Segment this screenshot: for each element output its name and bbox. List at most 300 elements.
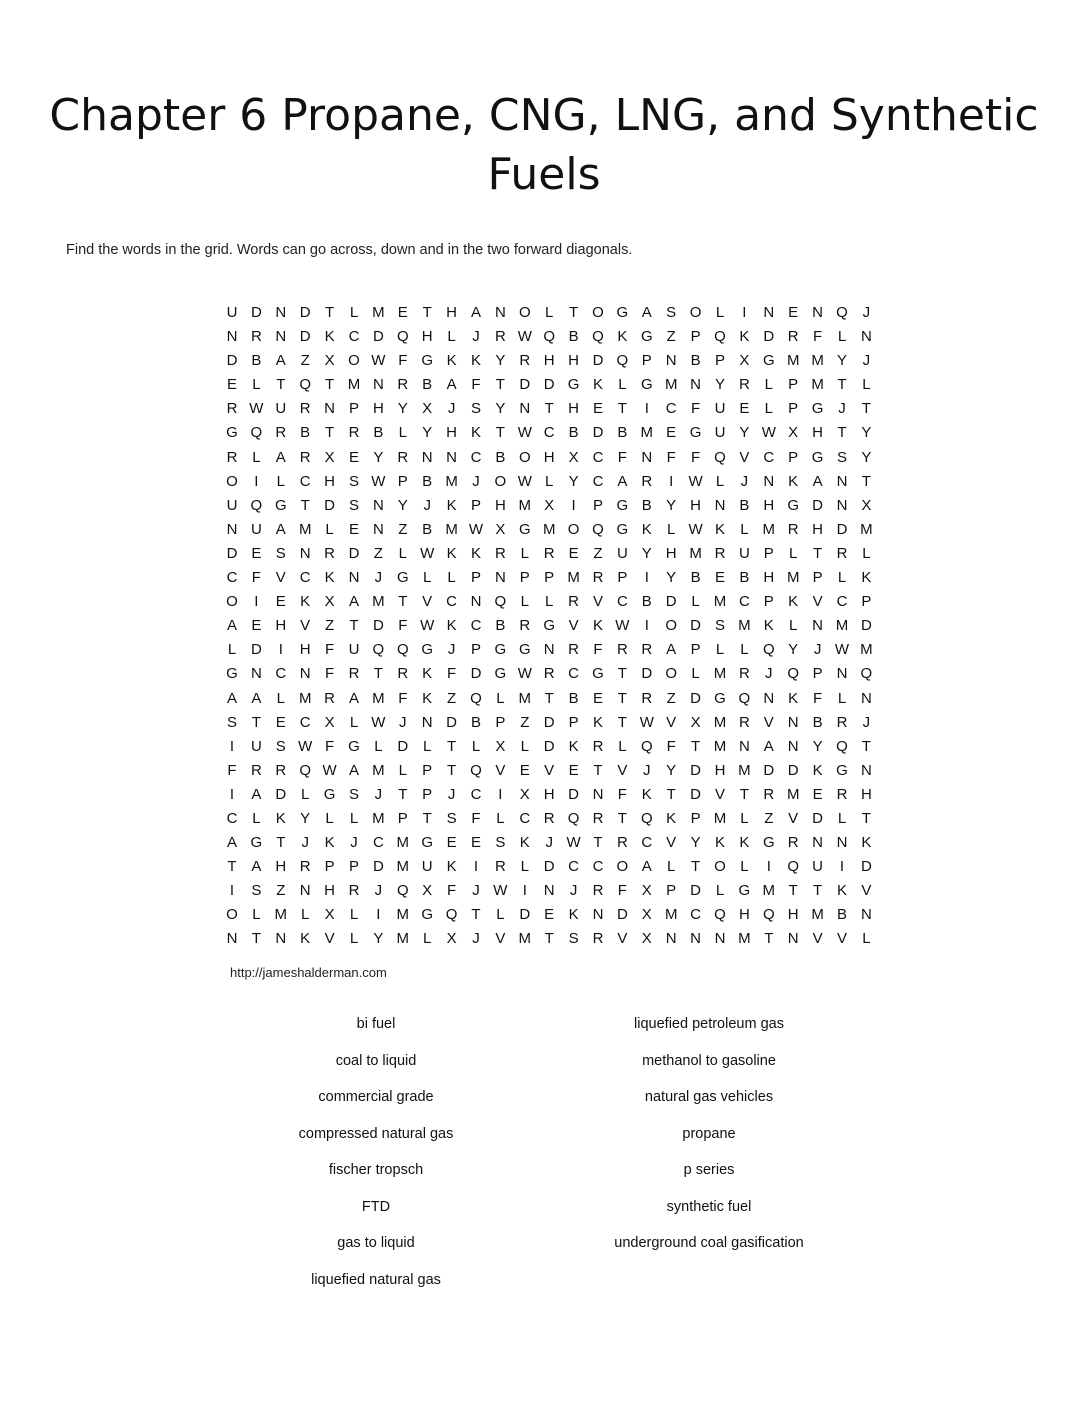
grid-cell: Q xyxy=(250,424,263,442)
grid-cell: C xyxy=(568,665,580,683)
grid-cell: N xyxy=(275,304,287,321)
grid-cell: Q xyxy=(714,448,726,466)
grid-cell: X xyxy=(641,930,652,948)
word-list-left xyxy=(196,1013,556,1305)
grid-cell: X xyxy=(568,448,579,466)
grid-cell: M xyxy=(762,520,776,538)
grid-cell: X xyxy=(446,930,457,948)
grid-cell: X xyxy=(641,882,652,900)
grid-cell: M xyxy=(835,617,849,635)
grid-row xyxy=(222,399,882,423)
grid-cell: X xyxy=(544,496,555,514)
grid-cell: R xyxy=(275,424,287,442)
grid-cell: R xyxy=(592,569,604,587)
grid-cell: A xyxy=(763,737,774,755)
grid-cell: Q xyxy=(396,641,409,659)
grid-cell: F xyxy=(325,641,335,659)
grid-cell: N xyxy=(641,448,653,466)
grid-cell: M xyxy=(542,520,556,538)
grid-cell: M xyxy=(372,689,385,707)
grid-cell: H xyxy=(860,785,872,803)
grid-cell: L xyxy=(252,906,261,924)
grid-cell: K xyxy=(641,785,652,803)
grid-cell: L xyxy=(423,737,432,755)
grid-cell: V xyxy=(763,713,774,731)
grid-cell: R xyxy=(543,809,555,827)
grid-cell: J xyxy=(862,352,871,370)
grid-cell: L xyxy=(837,569,847,587)
grid-cell: N xyxy=(812,617,824,635)
grid-cell: R xyxy=(299,858,311,876)
grid-cell: B xyxy=(422,472,433,490)
grid-cell: Q xyxy=(640,809,653,827)
grid-cell: L xyxy=(374,737,383,755)
grid-cell: R xyxy=(714,544,726,562)
grid-cell: Y xyxy=(861,448,872,466)
grid-cell: I xyxy=(669,472,674,490)
grid-cell: L xyxy=(227,641,237,659)
grid-cell: Y xyxy=(495,352,506,370)
grid-cell: Q xyxy=(860,665,873,683)
grid-cell: L xyxy=(398,424,407,442)
grid-cell: T xyxy=(495,424,505,442)
grid-cell: R xyxy=(592,737,604,755)
grid-cell: M xyxy=(738,761,751,779)
grid-cell: O xyxy=(714,858,726,876)
grid-cell: G xyxy=(689,424,702,442)
grid-cell: D xyxy=(690,689,702,707)
grid-cell: N xyxy=(324,400,336,418)
grid-cell: M xyxy=(738,930,751,948)
grid-cell: T xyxy=(617,809,627,827)
grid-cell: E xyxy=(788,304,799,321)
grid-cell: L xyxy=(789,617,798,635)
grid-cell: W xyxy=(517,665,532,683)
grid-cell: V xyxy=(812,930,823,948)
grid-cell: T xyxy=(617,400,627,418)
grid-cell: W xyxy=(420,617,435,635)
word-list-item: natural gas vehicles xyxy=(644,1089,774,1105)
grid-cell: T xyxy=(861,737,871,755)
grid-cell: R xyxy=(397,376,409,394)
grid-cell: L xyxy=(764,400,773,418)
grid-cell: L xyxy=(325,520,334,538)
grid-cell: Q xyxy=(616,352,629,370)
grid-cell: K xyxy=(324,328,335,346)
grid-cell: G xyxy=(616,304,629,321)
grid-cell: N xyxy=(787,713,799,731)
grid-cell: P xyxy=(861,593,872,611)
grid-cell: T xyxy=(251,930,261,948)
grid-cell: P xyxy=(470,496,481,514)
grid-cell: B xyxy=(690,569,701,587)
grid-cell: T xyxy=(569,304,579,321)
grid-cell: K xyxy=(446,617,457,635)
grid-cell: T xyxy=(691,858,701,876)
grid-cell: M xyxy=(396,834,410,852)
grid-cell: D xyxy=(690,785,702,803)
grid-cell: P xyxy=(641,352,652,370)
grid-cell: I xyxy=(376,906,381,924)
grid-cell: N xyxy=(275,930,287,948)
grid-cell: R xyxy=(519,617,531,635)
grid-cell: Q xyxy=(299,761,312,779)
grid-cell: C xyxy=(226,569,238,587)
grid-cell: N xyxy=(787,930,799,948)
grid-cell: D xyxy=(763,761,775,779)
grid-cell: H xyxy=(299,641,311,659)
grid-cell: H xyxy=(568,352,580,370)
grid-cell: T xyxy=(617,689,627,707)
grid-row xyxy=(222,327,882,351)
grid-cell: M xyxy=(298,689,312,707)
grid-cell: R xyxy=(519,352,531,370)
grid-cell: T xyxy=(325,424,335,442)
grid-cell: C xyxy=(543,424,555,442)
grid-cell: F xyxy=(813,689,823,707)
grid-cell: D xyxy=(763,328,775,346)
grid-cell: F xyxy=(398,689,408,707)
grid-cell: K xyxy=(641,520,652,538)
grid-cell: L xyxy=(349,906,359,924)
grid-cell: H xyxy=(787,906,799,924)
grid-cell: R xyxy=(348,882,360,900)
grid-cell: J xyxy=(472,472,480,490)
grid-cell: N xyxy=(372,520,384,538)
word-list-right xyxy=(529,1013,889,1269)
grid-cell: P xyxy=(422,761,433,779)
grid-cell: N xyxy=(470,593,482,611)
grid-cell: Z xyxy=(764,809,774,827)
grid-cell: V xyxy=(788,809,799,827)
grid-cell: L xyxy=(740,641,749,659)
grid-cell: X xyxy=(495,737,506,755)
grid-cell: R xyxy=(397,448,409,466)
grid-cell: N xyxy=(860,761,872,779)
grid-row xyxy=(222,761,882,785)
grid-cell: T xyxy=(861,809,871,827)
grid-cell: J xyxy=(643,761,651,779)
grid-cell: P xyxy=(812,665,823,683)
grid-cell: D xyxy=(250,641,262,659)
grid-cell: J xyxy=(472,328,480,346)
grid-cell: T xyxy=(251,713,261,731)
grid-cell: V xyxy=(739,448,750,466)
grid-cell: T xyxy=(544,400,554,418)
grid-cell: J xyxy=(569,882,578,900)
grid-cell: K xyxy=(836,882,847,900)
grid-cell: N xyxy=(226,930,238,948)
grid-cell: H xyxy=(714,761,726,779)
grid-cell: L xyxy=(667,520,676,538)
grid-cell: P xyxy=(397,809,408,827)
grid-cell: T xyxy=(325,304,335,321)
grid-cell: M xyxy=(786,352,800,370)
grid-cell: D xyxy=(299,328,311,346)
grid-cell: N xyxy=(226,328,238,346)
grid-cell: I xyxy=(498,785,503,803)
grid-cell: N xyxy=(348,569,360,587)
grid-cell: R xyxy=(787,328,799,346)
grid-cell: N xyxy=(421,448,433,466)
grid-cell: D xyxy=(397,737,409,755)
grid-cell: J xyxy=(374,785,383,803)
grid-cell: D xyxy=(519,376,531,394)
grid-cell: X xyxy=(422,400,433,418)
grid-cell: R xyxy=(299,448,311,466)
grid-row xyxy=(222,423,882,447)
grid-row xyxy=(222,375,882,399)
grid-cell: S xyxy=(251,882,262,900)
grid-cell: F xyxy=(666,737,676,755)
word-list-item: p series xyxy=(683,1162,735,1178)
grid-cell: P xyxy=(592,496,603,514)
grid-cell: H xyxy=(763,569,775,587)
grid-cell: Z xyxy=(373,544,383,562)
grid-cell: N xyxy=(738,737,750,755)
grid-cell: Y xyxy=(373,448,384,466)
grid-cell: U xyxy=(226,496,238,514)
grid-cell: G xyxy=(762,352,775,370)
grid-cell: U xyxy=(714,424,726,442)
grid-cell: S xyxy=(226,713,237,731)
grid-cell: D xyxy=(543,858,555,876)
letter-grid xyxy=(222,303,882,954)
grid-cell: T xyxy=(788,882,798,900)
grid-cell: G xyxy=(348,737,360,755)
grid-cell: K xyxy=(568,906,579,924)
grid-cell: C xyxy=(470,617,482,635)
grid-cell: R xyxy=(787,520,799,538)
grid-cell: T xyxy=(593,761,603,779)
word-list-item: methanol to gasoline xyxy=(642,1052,776,1069)
grid-cell: K xyxy=(861,834,872,852)
grid-cell: K xyxy=(324,834,335,852)
grid-cell: X xyxy=(861,496,872,514)
grid-cell: D xyxy=(787,761,799,779)
grid-cell: G xyxy=(616,520,629,538)
word-list-item: FTD xyxy=(361,1198,391,1215)
grid-cell: C xyxy=(348,328,360,346)
grid-cell: D xyxy=(812,496,824,514)
grid-cell: U xyxy=(714,400,726,418)
grid-cell: H xyxy=(738,906,750,924)
grid-cell: C xyxy=(592,472,604,490)
grid-cell: L xyxy=(691,665,700,683)
grid-cell: V xyxy=(666,713,677,731)
grid-cell: L xyxy=(691,593,700,611)
grid-cell: N xyxy=(299,665,311,683)
grid-cell: A xyxy=(275,352,286,370)
grid-cell: G xyxy=(421,641,434,659)
grid-cell: B xyxy=(836,906,847,924)
grid-cell: J xyxy=(765,665,773,683)
grid-cell: W xyxy=(371,472,386,490)
grid-cell: G xyxy=(226,424,238,442)
grid-cell: T xyxy=(495,376,505,394)
grid-cell: Z xyxy=(666,689,676,707)
grid-cell: K xyxy=(861,569,872,587)
grid-cell: Y xyxy=(690,834,701,852)
grid-cell: W xyxy=(566,834,581,852)
grid-cell: Y xyxy=(495,400,506,418)
grid-cell: K xyxy=(422,665,433,683)
grid-cell: W xyxy=(420,544,435,562)
word-list-item: gas to liquid xyxy=(337,1235,415,1251)
grid-cell: V xyxy=(666,834,677,852)
grid-cell: D xyxy=(299,304,311,321)
grid-cell: Q xyxy=(738,689,751,707)
grid-cell: N xyxy=(860,328,872,346)
grid-cell: N xyxy=(665,352,677,370)
grid-cell: K xyxy=(714,520,725,538)
grid-cell: N xyxy=(226,520,238,538)
grid-cell: N xyxy=(250,665,262,683)
grid-cell: T xyxy=(739,785,749,803)
grid-cell: N xyxy=(836,472,848,490)
grid-cell: T xyxy=(349,617,359,635)
grid-cell: M xyxy=(567,569,580,587)
grid-cell: D xyxy=(690,617,702,635)
grid-cell: K xyxy=(592,617,603,635)
grid-cell: G xyxy=(762,834,775,852)
grid-cell: V xyxy=(812,593,823,611)
grid-cell: T xyxy=(544,930,554,948)
grid-cell: M xyxy=(372,761,385,779)
grid-cell: M xyxy=(445,520,458,538)
grid-cell: I xyxy=(644,569,649,587)
grid-cell: L xyxy=(447,328,456,346)
grid-cell: L xyxy=(862,376,871,394)
grid-cell: N xyxy=(592,785,604,803)
grid-cell: P xyxy=(763,544,774,562)
grid-cell: D xyxy=(641,665,653,683)
grid-cell: H xyxy=(275,617,287,635)
grid-cell: C xyxy=(641,834,653,852)
grid-cell: R xyxy=(543,544,555,562)
grid-cell: L xyxy=(471,737,481,755)
grid-cell: A xyxy=(446,376,457,394)
grid-cell: R xyxy=(348,665,360,683)
grid-cell: Y xyxy=(300,809,311,827)
grid-cell: Q xyxy=(543,328,556,346)
grid-cell: C xyxy=(738,593,750,611)
grid-row xyxy=(222,472,882,496)
grid-cell: O xyxy=(226,906,238,924)
grid-cell: R xyxy=(299,400,311,418)
grid-cell: P xyxy=(324,858,335,876)
grid-cell: K xyxy=(422,689,433,707)
grid-cell: C xyxy=(690,906,702,924)
grid-cell: T xyxy=(276,376,286,394)
grid-row xyxy=(222,689,882,713)
grid-cell: Y xyxy=(714,376,725,394)
grid-cell: B xyxy=(568,328,579,346)
grid-cell: W xyxy=(493,882,508,900)
grid-cell: R xyxy=(494,328,506,346)
grid-cell: K xyxy=(714,834,725,852)
grid-cell: Z xyxy=(300,352,310,370)
grid-cell: G xyxy=(543,617,556,635)
grid-cell: E xyxy=(739,400,750,418)
page-title: Chapter 6 Propane, CNG, LNG, and Synthetic Fuels xyxy=(49,90,1039,200)
grid-cell: W xyxy=(834,641,850,659)
grid-cell: O xyxy=(567,520,580,538)
grid-cell: Q xyxy=(567,809,580,827)
grid-cell: N xyxy=(299,882,311,900)
grid-cell: W xyxy=(688,520,703,538)
grid-cell: W xyxy=(298,737,313,755)
grid-cell: V xyxy=(592,593,603,611)
grid-cell: F xyxy=(471,809,481,827)
grid-cell: R xyxy=(592,930,604,948)
grid-cell: R xyxy=(226,448,238,466)
grid-cell: V xyxy=(836,930,847,948)
grid-cell: F xyxy=(398,352,408,370)
word-list-item: coal to liquid xyxy=(335,1052,417,1069)
grid-cell: W xyxy=(688,472,703,490)
grid-cell: E xyxy=(397,304,408,321)
grid-cell: T xyxy=(813,882,823,900)
grid-cell: M xyxy=(396,906,410,924)
grid-cell: Q xyxy=(372,641,385,659)
grid-cell: D xyxy=(372,328,384,346)
grid-cell: B xyxy=(812,713,823,731)
grid-cell: E xyxy=(348,520,359,538)
grid-cell: M xyxy=(713,593,727,611)
grid-cell: V xyxy=(617,761,628,779)
grid-cell: H xyxy=(543,448,555,466)
grid-cell: L xyxy=(545,593,554,611)
grid-cell: C xyxy=(763,448,775,466)
grid-cell: A xyxy=(251,858,262,876)
grid-cell: K xyxy=(324,569,335,587)
grid-cell: N xyxy=(543,882,555,900)
grid-cell: B xyxy=(373,424,384,442)
grid-cell: V xyxy=(861,882,872,900)
grid-cell: S xyxy=(568,930,579,948)
grid-cell: E xyxy=(251,544,262,562)
grid-cell: R xyxy=(250,761,262,779)
grid-cell: Q xyxy=(445,906,458,924)
grid-cell: L xyxy=(252,376,261,394)
grid-row xyxy=(222,496,882,520)
grid-cell: U xyxy=(348,641,360,659)
grid-cell: U xyxy=(250,737,262,755)
grid-cell: F xyxy=(325,665,335,683)
grid-cell: F xyxy=(593,641,603,659)
grid-row xyxy=(222,616,882,640)
grid-cell: E xyxy=(348,448,359,466)
grid-cell: B xyxy=(422,376,433,394)
grid-cell: S xyxy=(275,737,286,755)
grid-cell: K xyxy=(739,328,750,346)
grid-cell: G xyxy=(592,665,604,683)
grid-cell: J xyxy=(472,930,480,948)
grid-cell: U xyxy=(226,304,238,321)
grid-cell: N xyxy=(714,930,726,948)
grid-cell: Z xyxy=(666,328,676,346)
grid-cell: B xyxy=(422,520,433,538)
grid-cell: P xyxy=(690,641,701,659)
grid-cell: L xyxy=(837,328,847,346)
grid-cell: G xyxy=(640,328,653,346)
grid-cell: D xyxy=(690,882,702,900)
grid-cell: L xyxy=(398,544,407,562)
grid-cell: Q xyxy=(592,520,604,538)
grid-cell: N xyxy=(860,906,872,924)
grid-cell: Q xyxy=(470,689,482,707)
